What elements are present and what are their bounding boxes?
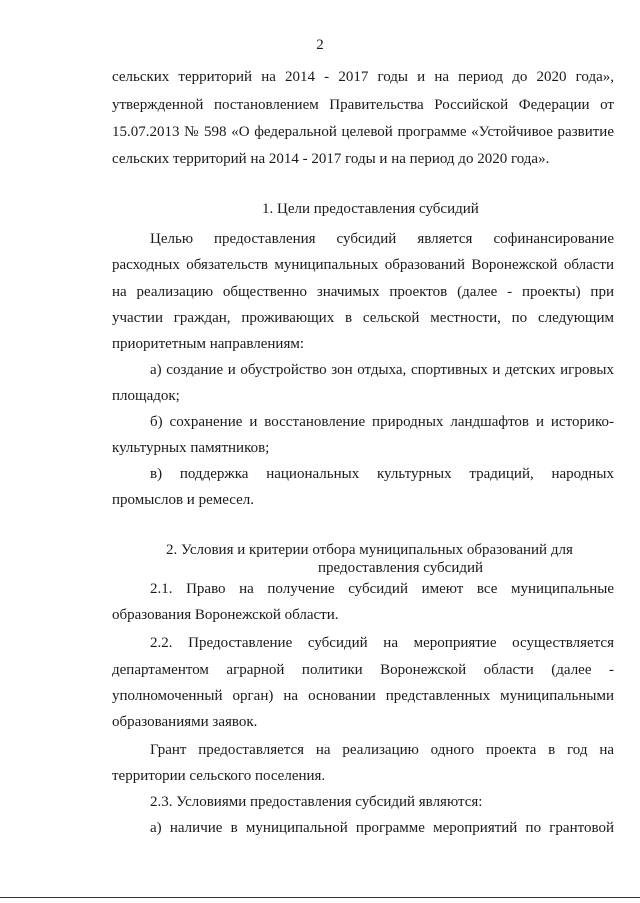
page-number: 2	[316, 37, 324, 53]
text-line: 2.3. Условиями предоставления субсидий являются:	[150, 794, 483, 810]
section-heading: предоставления субсидий	[318, 560, 484, 576]
text-line: б) сохранение и восстановление природных ландшафтов и историко-	[150, 414, 614, 430]
text-line: приоритетным направлениям:	[112, 336, 305, 352]
text-line: в) поддержка национальных культурных традиций, народных	[150, 466, 614, 482]
text-line: уполномоченный орган) на основании представленных муниципальными	[112, 688, 614, 704]
text-line: а) наличие в муниципальной программе мероприятий по грантовой	[150, 820, 614, 836]
text-line: на реализацию общественно значимых проектов (далее - проекты) при	[112, 284, 614, 300]
text-line: образованиями заявок.	[112, 714, 258, 730]
text-line: 2.1. Право на получение субсидий имеют все муниципальные	[150, 581, 614, 597]
text-line: 15.07.2013 № 598 «О федеральной целевой программе «Устойчивое развитие	[112, 124, 614, 140]
text-line: а) создание и обустройство зон отдыха, спортивных и детских игровых	[150, 362, 614, 378]
text-line: промыслов и ремесел.	[112, 492, 254, 508]
section-heading: 2. Условия и критерии отбора муниципальных образований для	[166, 542, 573, 558]
text-line: площадок;	[112, 388, 180, 404]
text-line: территории сельского поселения.	[112, 768, 326, 784]
text-line: участии граждан, проживающих в сельской местности, по следующим	[112, 310, 614, 326]
text-line: сельских территорий на 2014 - 2017 годы и на период до 2020 года»,	[112, 69, 614, 85]
text-line: департаментом аграрной политики Воронежской области (далее -	[112, 662, 614, 678]
text-line: культурных памятников;	[112, 440, 270, 456]
text-line: Грант предоставляется на реализацию одного проекта в год на	[150, 742, 614, 758]
footer-rule	[0, 897, 640, 898]
text-line: 2.2. Предоставление субсидий на мероприятие осуществляется	[150, 635, 614, 651]
text-line: Целью предоставления субсидий является софинансирование	[150, 231, 614, 247]
text-line: расходных обязательств муниципальных образований Воронежской области	[112, 257, 614, 273]
text-line: утвержденной постановлением Правительства Российской Федерации от	[112, 97, 614, 113]
text-line: сельских территорий на 2014 - 2017 годы и на период до 2020 года».	[112, 151, 550, 167]
section-heading: 1. Цели предоставления субсидий	[262, 201, 479, 217]
text-line: образования Воронежской области.	[112, 607, 339, 623]
